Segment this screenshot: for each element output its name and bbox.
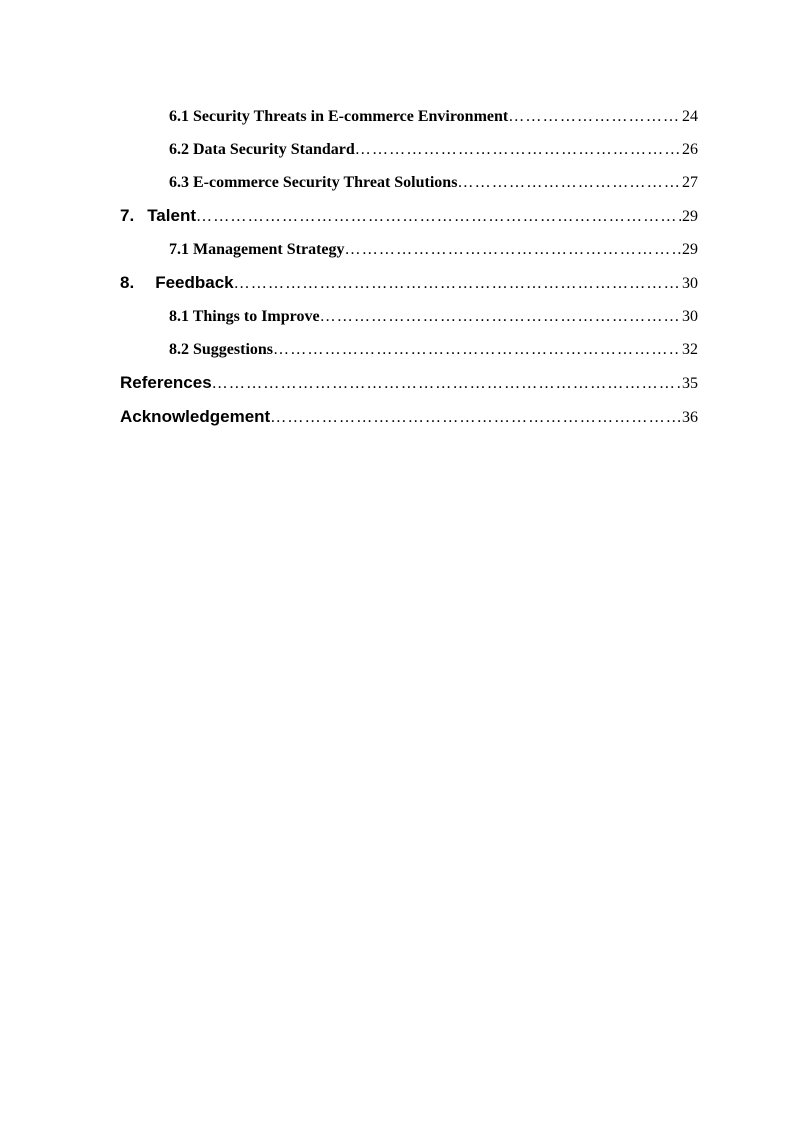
dot-leader bbox=[345, 238, 681, 262]
toc-page-number: 32 bbox=[682, 341, 698, 358]
dot-leader bbox=[234, 272, 681, 295]
toc-entry-title: References bbox=[120, 373, 212, 392]
dot-leader bbox=[355, 138, 681, 162]
toc-entry-acknowledgement[interactable] bbox=[120, 405, 698, 429]
dot-leader bbox=[212, 372, 681, 395]
dot-leader bbox=[196, 205, 681, 228]
dot-leader bbox=[508, 105, 681, 129]
dot-leader bbox=[270, 406, 681, 429]
toc-entry-title: 8. Feedback bbox=[120, 273, 234, 292]
toc-page-number: 24 bbox=[682, 108, 698, 125]
toc-entry-title: 8.1 Things to Improve bbox=[169, 308, 320, 325]
toc-entry-7[interactable] bbox=[120, 204, 698, 228]
toc-entry-title: 7. Talent bbox=[120, 206, 196, 225]
toc-entry-title: 8.2 Suggestions bbox=[169, 341, 274, 358]
toc-entry-6-1[interactable] bbox=[169, 105, 698, 129]
dot-leader bbox=[320, 305, 681, 329]
toc-entry-title: 6.2 Data Security Standard bbox=[169, 141, 355, 158]
toc-page-number: 30 bbox=[682, 308, 698, 325]
toc-page-number: 36 bbox=[682, 409, 698, 426]
toc-entry-7-1[interactable] bbox=[169, 238, 698, 262]
toc-entry-title: 6.1 Security Threats in E-commerce Environment bbox=[169, 108, 509, 125]
dot-leader bbox=[457, 171, 681, 195]
toc-page-number: 29 bbox=[682, 208, 698, 225]
toc-entry-title: 7.1 Management Strategy bbox=[169, 241, 345, 258]
toc-page-number: 29 bbox=[682, 241, 698, 258]
toc-page-number: 30 bbox=[682, 275, 698, 292]
toc-entry-8[interactable] bbox=[120, 271, 698, 295]
toc-page-number: 26 bbox=[682, 141, 698, 158]
toc-entry-title: 6.3 E-commerce Security Threat Solutions bbox=[169, 174, 458, 191]
toc-entry-8-1[interactable] bbox=[169, 305, 698, 329]
toc-entry-8-2[interactable] bbox=[169, 338, 698, 362]
dot-leader bbox=[273, 338, 681, 362]
toc-page-number: 35 bbox=[682, 375, 698, 392]
toc-page-number: 27 bbox=[682, 174, 698, 191]
toc-entry-title: Acknowledgement bbox=[120, 407, 271, 426]
toc-entry-references[interactable] bbox=[120, 371, 698, 395]
toc-entry-6-2[interactable] bbox=[169, 138, 698, 162]
toc-entry-6-3[interactable] bbox=[169, 171, 698, 195]
